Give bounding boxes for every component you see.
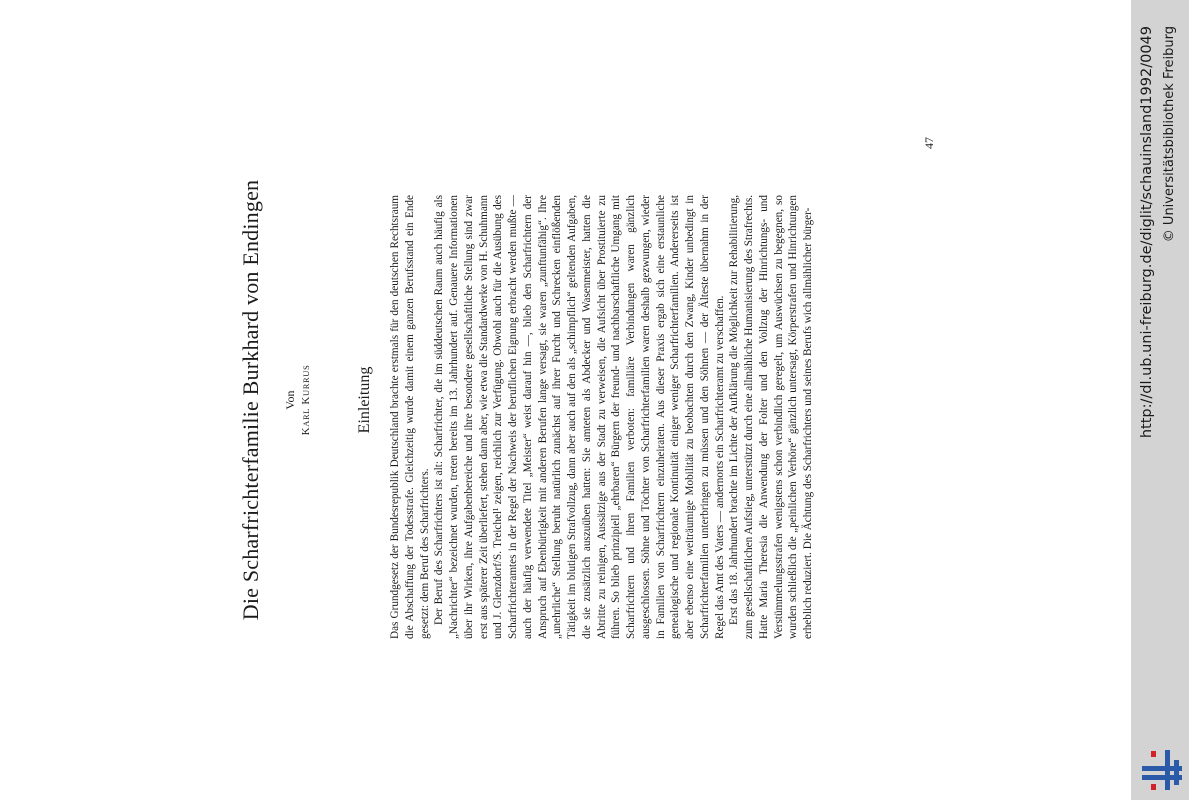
article-title: Die Scharfrichterfamilie Burkhard von Endingen bbox=[238, 179, 263, 621]
paragraph: Der Beruf des Scharfrichters ist alt: Scharfrichter, die im süddeutschen Raum auch häufig als „Nachrichter“ bezeichnet wurden, treten bereits im 13. Jahrhundert auf. Genauere Informationen über ihr Wirken, ihre Aufgabenbereiche und ihre besondere gesellschaftliche Stellung sind zwar erst aus späterer Zeit überliefert, stehen dann aber, wie etwa die Standardwerke von H. Schuhmann und J. Glenzdorf/S. Treichel¹ zeigen, reichlich zur Verfügung. Obwohl auch für die Ausübung des Scharfrichteramtes in der Regel der Nachweis der beruflichen Eignung erbracht werden mußte — auch der häufig verwendete Titel „Meister“ weist darauf hin —, blieb den Scharfrichtern der Anspruch auf Ebenbürtigkeit mit anderen Berufen lange versagt, sie waren „zunftunfähig“. Ihre „unehrliche“ Stellung beruht natürlich zunächst auf ihrer Furcht und Schrecken einflößenden Tätigkeit im blutigen Strafvollzug, dann aber auch auf den als „schimpflich“ geltenden Aufgaben, die sie zusätzlich auszuüben hatten: Sie amteten als Abdecker und Wasenmeister, hatten die Abtritte zu reinigen, Aussätzige aus der Stadt zu verweisen, die Aufsicht über Prostituierte zu führen. So blieb prinzipiell „ehrbaren“ Bürgern der freund- und nachbarschaftliche Umgang mit Scharfrichtern und ihren Familien verboten: familiäre Verbindungen waren gänzlich ausgeschlossen. Söhne und Töchter von Scharfrichterfamilien waren deshalb gezwungen, wieder in Familien von Scharfrichtern einzuheiraten. Aus dieser Praxis ergab sich eine erstaunliche genealogische und regionale Kontinuität einiger weniger Scharfrichterfamilien. Andererseits ist aber ebenso eine weiträumige Mobilität zu beobachten durch den Zwang, Kinder unbedingt in Scharfrichterfamilien unterbringen zu müssen und den Söhnen — der Älteste übernahm in der Regel das Amt des Vaters — andernorts ein Scharfrichteramt zu verschaffen. bbox=[433, 195, 726, 639]
copyright-notice: © Universitätsbibliothek Freiburg bbox=[1162, 26, 1177, 243]
permalink-url[interactable]: http://dl.ub.uni-freiburg.de/diglit/schauinsland1992/0049 bbox=[1139, 26, 1155, 439]
ub-freiburg-logo-icon bbox=[1141, 749, 1183, 791]
author-name: KARL KURRUS bbox=[300, 364, 312, 436]
byline-prefix: Von bbox=[283, 390, 297, 410]
article-body bbox=[388, 195, 816, 639]
page-number: 47 bbox=[922, 137, 936, 149]
section-heading: Einleitung bbox=[356, 366, 373, 434]
paragraph: Erst das 18. Jahrhundert brachte im Lichte der Aufklärung die Möglichkeit zur Rehabilitierung, zum gesellschaftlichen Aufstieg, unterstützt durch eine allmähliche Humanisierung des Strafrechts. Hatte Maria Theresia die Anwendung der Folter und den Vollzug der Hinrichtungs- und Verstümmelungsstrafen wenigstens schon verbindlich geregelt, um Auswüchsen zu begegnen, so wurden schließlich die „peinlichen Verhöre“ gänzlich untersagt, Körperstrafen und Hinrichtungen erheblich reduziert. Die Ächtung des Scharfrichters und seines Berufs wich allmählicher bürger- bbox=[728, 195, 814, 639]
paragraph: Das Grundgesetz der Bundesrepublik Deutschland brachte erstmals für den deutschen Rechtsraum die Abschaffung der Todesstrafe. Gleichzeitig wurde damit einem ganzen Berufsstand ein Ende gesetzt: dem Beruf des Scharfrichters. bbox=[389, 195, 431, 639]
viewer-sidebar bbox=[1131, 0, 1189, 800]
